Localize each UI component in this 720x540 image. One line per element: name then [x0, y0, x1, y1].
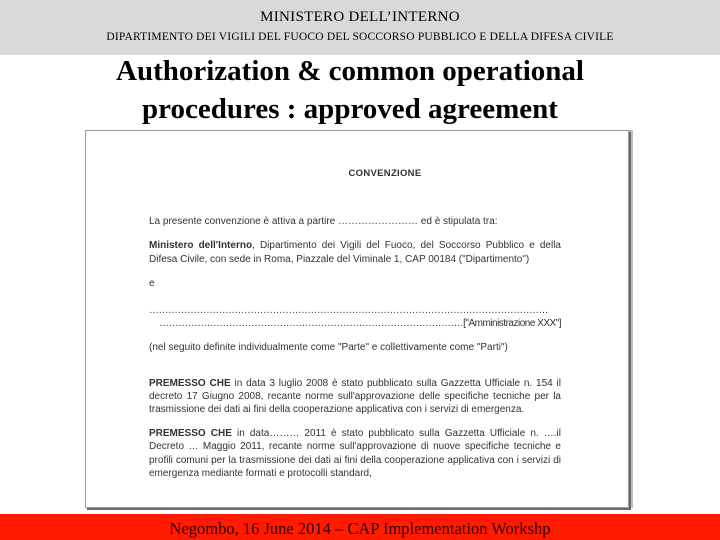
- party-2-dots-line: ………………………………………………………………………………………………………………: [149, 305, 548, 317]
- document-body: [149, 167, 561, 480]
- premise-2-text: in data……… 2011 è stato pubblicato sulla Gazzetta Ufficiale n. ….il Decreto … Maggio 2011, recante norme sull'approvazione di nuove specifiche tecniche e profili comuni per la trasmissione dei dati ai fini della cooperazione applicativa con i servizi di emergenza mediante formati e protocolli standard,: [149, 428, 561, 479]
- slide-title-line-1: Authorization & common operational: [116, 55, 584, 87]
- slide-title: [20, 52, 680, 128]
- premise-1-text: in data 3 luglio 2008 è stato pubblicato sulla Gazzetta Ufficiale n. 154 il decreto 17 Giugno 2008, recante norme sull'approvazione delle specifiche tecniche per la trasmissione dei dati ai fini della cooperazione applicativa con i servizi di emergenza.: [149, 377, 561, 416]
- ministry-name: MINISTERO DELL’INTERNO: [260, 9, 460, 25]
- party-1-paragraph: [149, 239, 561, 265]
- agreement-document-image: [85, 130, 629, 508]
- premise-1-paragraph: [149, 377, 561, 417]
- premise-2-label: PREMESSO CHE: [149, 428, 232, 440]
- document-intro: La presente convenzione è attiva a partire …………………… ed è stipulata tra:: [149, 216, 498, 228]
- document-heading: CONVENZIONE: [348, 168, 422, 179]
- department-name: DIPARTIMENTO DEI VIGILI DEL FUOCO DEL SOCCORSO PUBBLICO E DELLA DIFESA CIVILE: [106, 31, 614, 43]
- party-1-details: , Dipartimento dei Vigili del Fuoco, del Soccorso Pubblico e della Difesa Civile, con sede in Roma, Piazzale del Viminale 1, CAP 00184 ("Dipartimento"): [149, 240, 561, 265]
- and-word: e: [149, 277, 155, 289]
- parties-note: (nel seguito definite individualmente come "Parte" e collettivamente come "Parti"): [149, 342, 508, 354]
- footer-text: Negombo, 16 June 2014 – CAP Implementation Workshp: [169, 519, 551, 538]
- party-1-name: Ministero dell'Interno: [149, 240, 253, 252]
- premise-2-paragraph: [149, 427, 561, 480]
- slide-title-line-2: procedures : approved agreement: [142, 93, 558, 125]
- party-2-line: ……………………………………………………………………………………["Amministrazione XXX"]: [159, 318, 561, 330]
- premise-1-label: PREMESSO CHE: [149, 377, 231, 389]
